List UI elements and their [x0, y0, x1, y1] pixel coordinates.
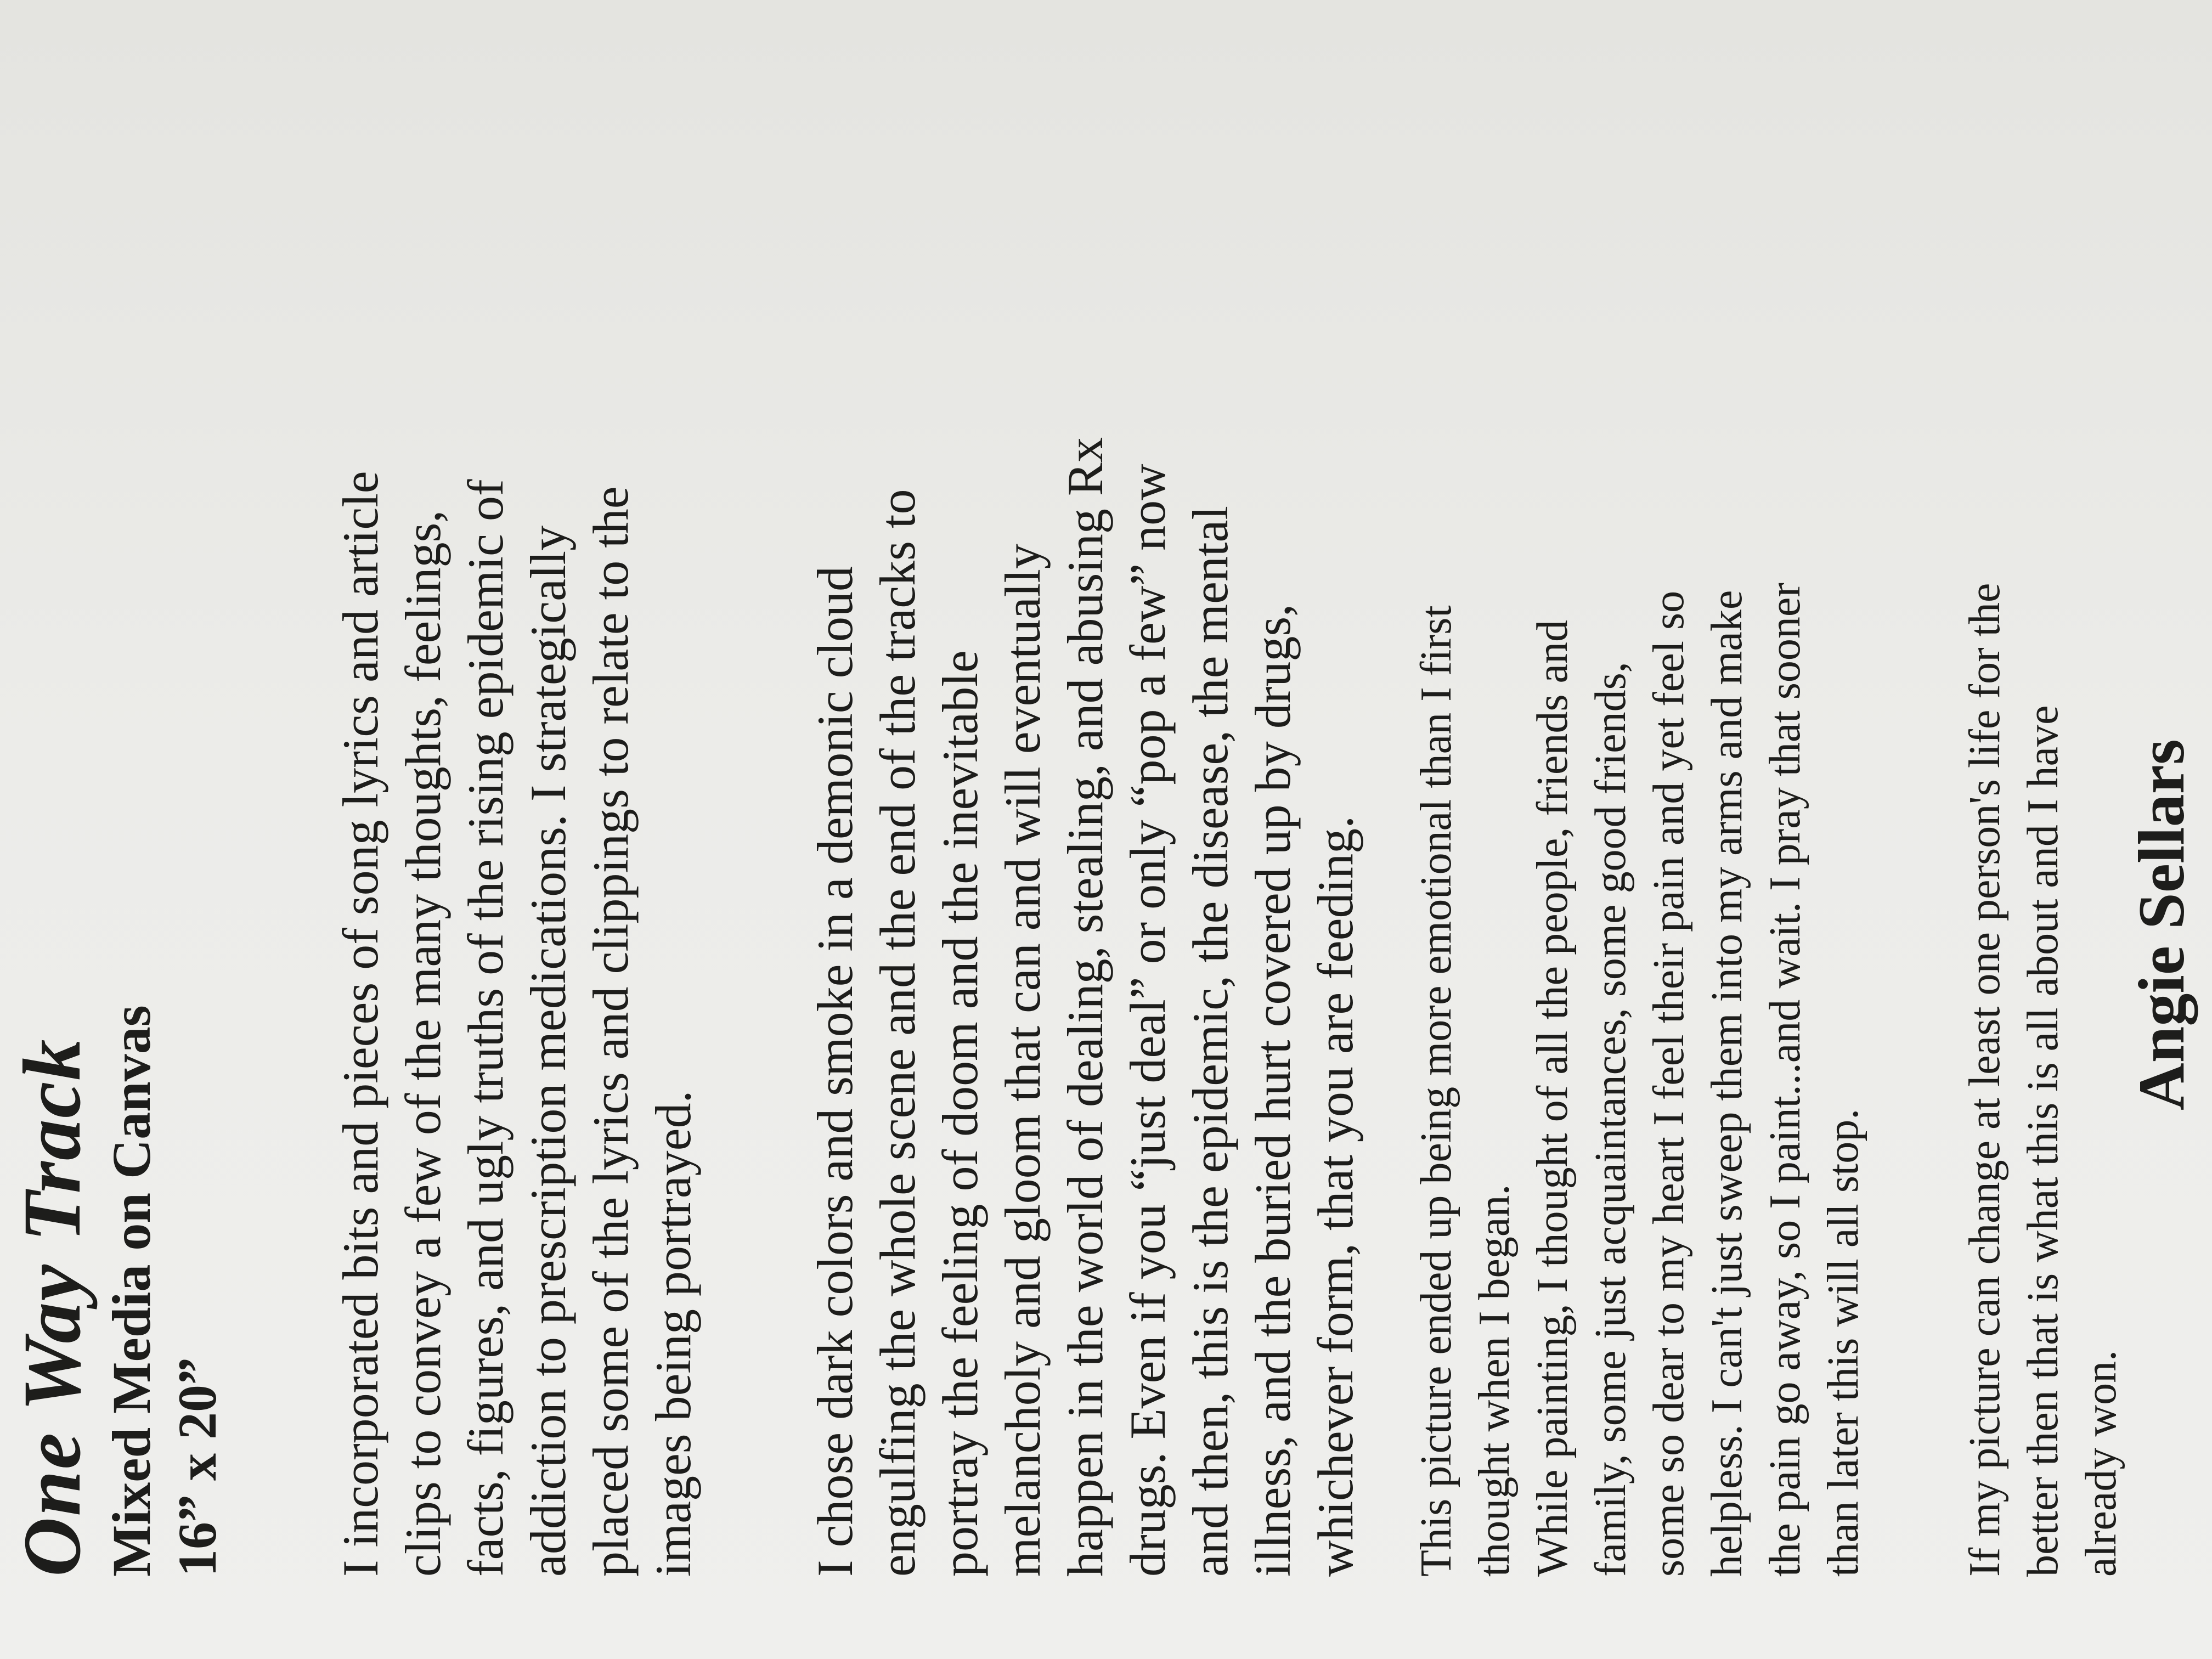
paragraph-line: drugs. Even if you “just deal” or only “pop a few” now	[1120, 464, 1176, 1577]
paragraph-line: addiction to prescription medications. I strategically	[520, 525, 576, 1577]
artwork-title: One Way Track	[7, 1038, 98, 1577]
paragraph-line: than later this will all stop.	[1819, 1108, 1867, 1577]
paragraph-line: placed some of the lyrics and clippings to relate to the	[583, 486, 639, 1577]
paragraph-line: I chose dark colors and smoke in a demonic cloud	[807, 566, 863, 1577]
paragraph-line: melancholy and gloom that can and will eventually	[995, 544, 1051, 1577]
paragraph-line: whichever form, that you are feeding.	[1307, 815, 1363, 1577]
paragraph-line: This picture ended up being more emotional than I first	[1412, 605, 1460, 1577]
paragraph-line: clips to convey a few of the many thoughts, feelings,	[395, 510, 451, 1577]
paragraph-line: helpless. I can't just sweep them into my arms and make	[1703, 590, 1751, 1577]
paragraph-line: While painting, I thought of all the people, friends and	[1528, 620, 1577, 1577]
paragraph-line: thought when I began.	[1470, 1184, 1519, 1577]
statement-paragraph	[804, 52, 1367, 1577]
paragraph-line: and then, this is the epidemic, the disease, the mental	[1182, 506, 1238, 1577]
artwork-size: 16” x 20”	[167, 1357, 228, 1577]
paragraph-line: some so dear to my heart I feel their pain and yet feel so	[1645, 590, 1693, 1577]
paragraph-line: happen in the world of dealing, stealing, and abusing Rx	[1057, 437, 1113, 1577]
artwork-medium: Mixed Media on Canvas	[101, 1005, 162, 1577]
paragraph-line: portray the feeling of doom and the inevitable	[932, 650, 988, 1577]
paragraph-line: already won.	[2077, 1350, 2125, 1577]
paragraph-line: family, some just acquaintances, some good friends,	[1587, 662, 1635, 1577]
paragraph-line: better then that is what this is all about and I have	[2019, 705, 2067, 1577]
paragraph-line: facts, figures, and ugly truths of the rising epidemic of	[458, 479, 514, 1577]
statement-paragraph	[1407, 52, 1872, 1577]
statement-paragraph	[1956, 52, 2130, 1577]
paragraph-line: engulfing the whole scene and the end of the tracks to	[870, 489, 926, 1577]
statement-paragraph	[329, 52, 704, 1577]
paragraph-line: the pain go away, so I paint...and wait. I pray that sooner	[1761, 582, 1809, 1577]
author-name: Angie Sellars	[2125, 739, 2198, 1110]
paragraph-line: images being portrayed.	[645, 1090, 701, 1577]
paragraph-line: If my picture can change at least one person's life for the	[1961, 583, 2009, 1577]
paragraph-line: illness, and the buried hurt covered up by drugs,	[1245, 603, 1301, 1577]
paragraph-line: I incorporated bits and pieces of song lyrics and article	[332, 471, 388, 1577]
